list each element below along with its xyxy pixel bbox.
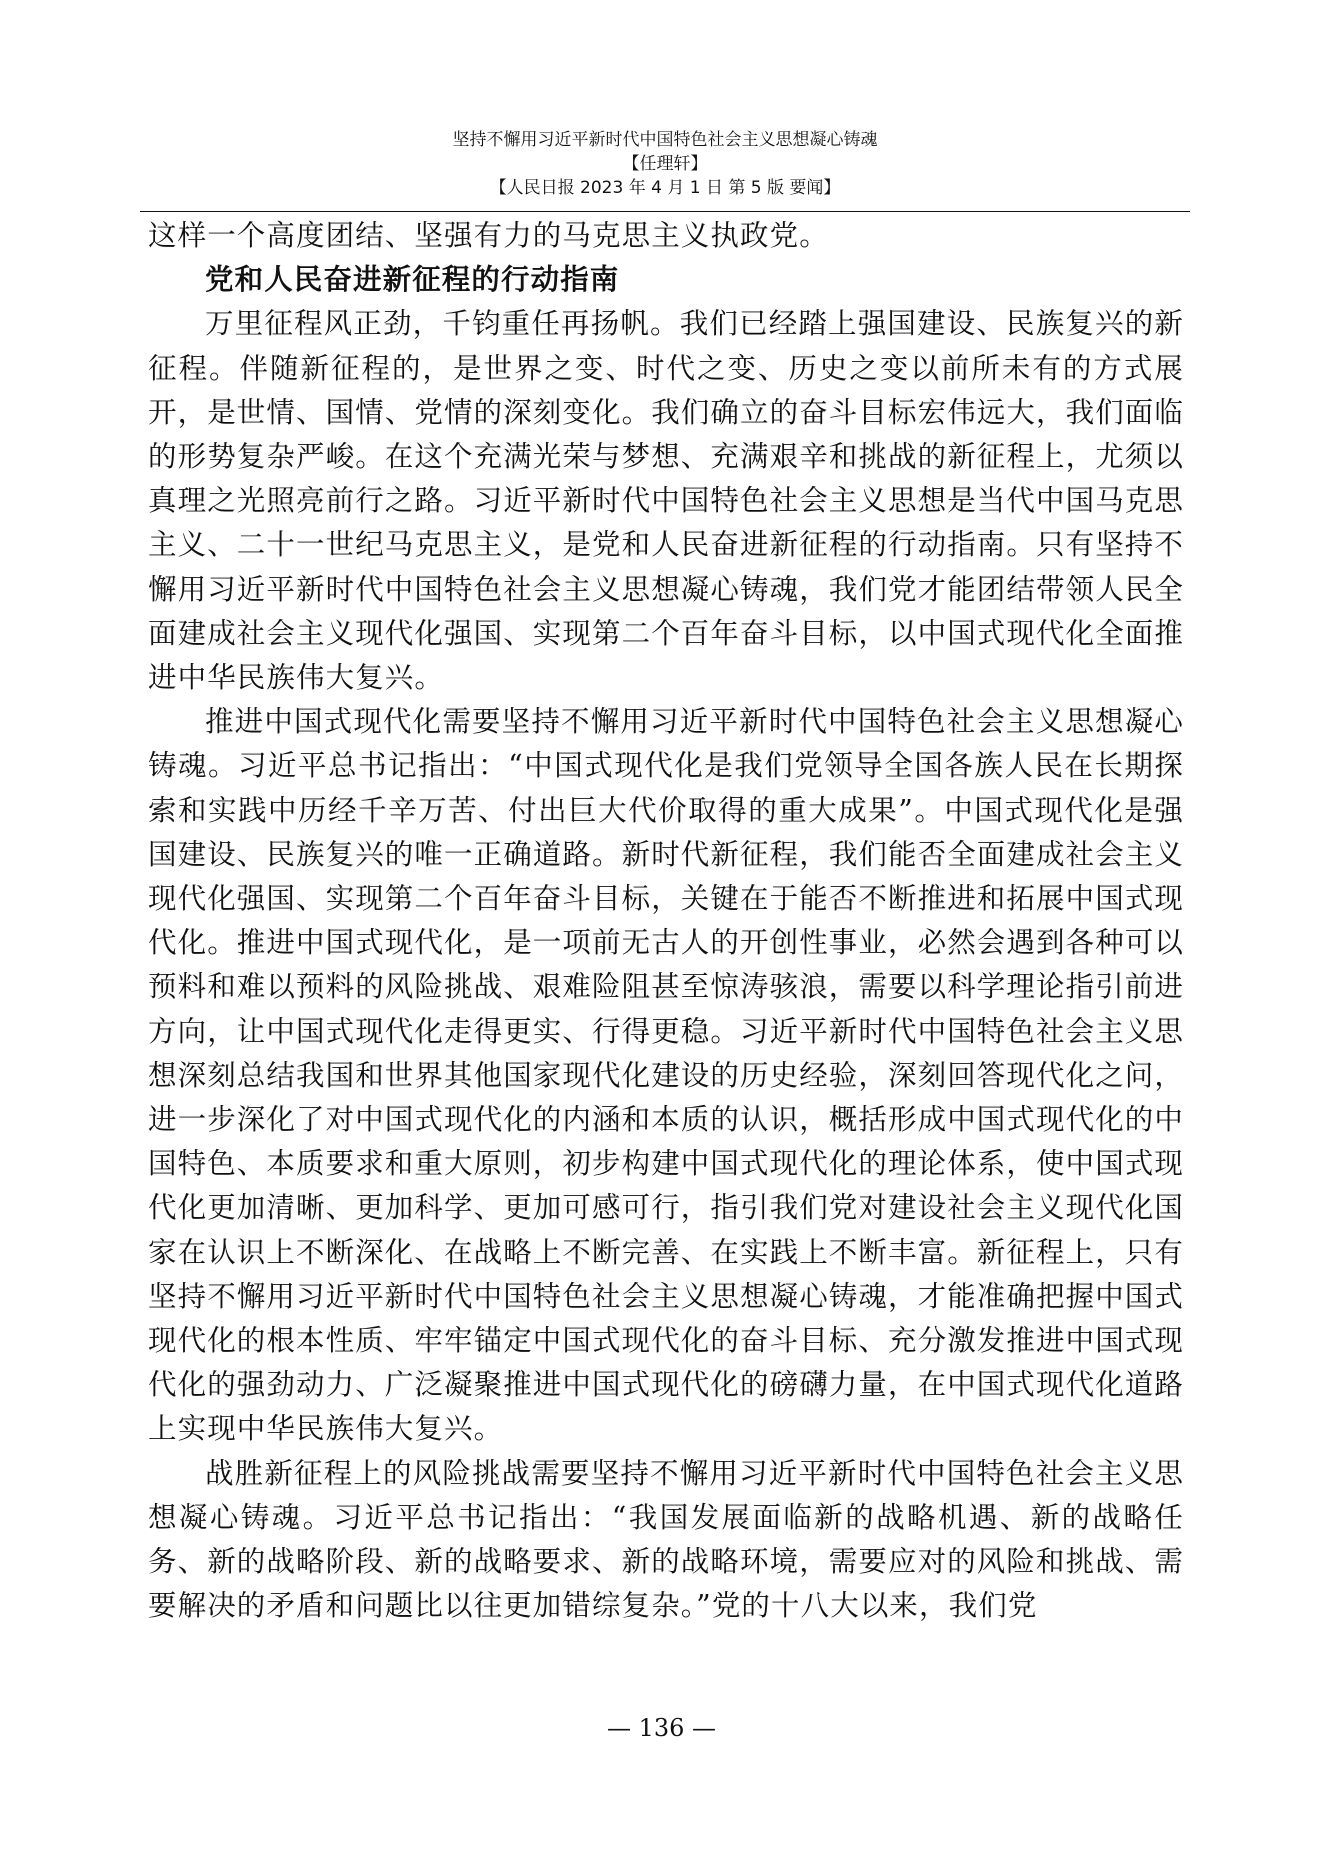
document-header bbox=[140, 128, 1190, 200]
section-heading: 党和人民奋进新征程的行动指南 bbox=[205, 263, 620, 297]
page-number: — 136 — bbox=[606, 1714, 717, 1742]
header-divider bbox=[140, 211, 1190, 212]
paragraph-3: 战胜新征程上的风险挑战需要坚持不懈用习近平新时代中国特色社会主义思想凝心铸魂。习近平总书记指出：“我国发展面临新的战略机遇、新的战略任务、新的战略阶段、新的战略要求、新的战略环境，需要应对的风险和挑战、需要解决的矛盾和问题比以往更加错综复杂。”党的十八大以来，我们党 bbox=[148, 1456, 1185, 1623]
article-body bbox=[148, 214, 1184, 1629]
document-author: 【任理轩】 bbox=[622, 154, 708, 174]
document-source: 【人民日报 2023 年 4 月 1 日 第 5 版 要闻】 bbox=[489, 178, 841, 198]
paragraph-1: 万里征程风正劲，千钧重任再扬帆。我们已经踏上强国建设、民族复兴的新征程。伴随新征程的，是世界之变、时代之变、历史之变以前所未有的方式展开，是世情、国情、党情的深刻变化。我们确立的奋斗目标宏伟远大，我们面临的形势复杂严峻。在这个充满光荣与梦想、充满艰辛和挑战的新征程上，尤须以真理之光照亮前行之路。习近平新时代中国特色社会主义思想是当代中国马克思主义、二十一世纪马克思主义，是党和人民奋进新征程的行动指南。只有坚持不懈用习近平新时代中国特色社会主义思想凝心铸魂，我们党才能团结带领人民全面建成社会主义现代化强国、实现第二个百年奋斗目标，以中国式现代化全面推进中华民族伟大复兴。 bbox=[148, 307, 1185, 695]
paragraph-2: 推进中国式现代化需要坚持不懈用习近平新时代中国特色社会主义思想凝心铸魂。习近平总书记指出：“中国式现代化是我们党领导全国各族人民在长期探索和实践中历经千辛万苦、付出巨大代价取得的重大成果”。中国式现代化是强国建设、民族复兴的唯一正确道路。新时代新征程，我们能否全面建成社会主义现代化强国、实现第二个百年奋斗目标，关键在于能否不断推进和拓展中国式现代化。推进中国式现代化，是一项前无古人的开创性事业，必然会遇到各种可以预料和难以预料的风险挑战、艰难险阻甚至惊涛骇浪，需要以科学理论指引前进方向，让中国式现代化走得更实、行得更稳。习近平新时代中国特色社会主义思想深刻总结我国和世界其他国家现代化建设的历史经验，深刻回答现代化之问，进一步深化了对中国式现代化的内涵和本质的认识，概括形成中国式现代化的中国特色、本质要求和重大原则，初步构建中国式现代化的理论体系，使中国式现代化更加清晰、更加科学、更加可感可行，指引我们党对建设社会主义现代化国家在认识上不断深化、在战略上不断完善、在实践上不断丰富。新征程上，只有坚持不懈用习近平新时代中国特色社会主义思想凝心铸魂，才能准确把握中国式现代化的根本性质、牢牢锚定中国式现代化的奋斗目标、充分激发推进中国式现代化的强劲动力、广泛凝聚推进中国式现代化的磅礴力量，在中国式现代化道路上实现中华民族伟大复兴。 bbox=[148, 705, 1185, 1446]
continued-paragraph: 这样一个高度团结、坚强有力的马克思主义执政党。 bbox=[148, 219, 829, 252]
document-title: 坚持不懈用习近平新时代中国特色社会主义思想凝心铸魂 bbox=[452, 130, 878, 150]
